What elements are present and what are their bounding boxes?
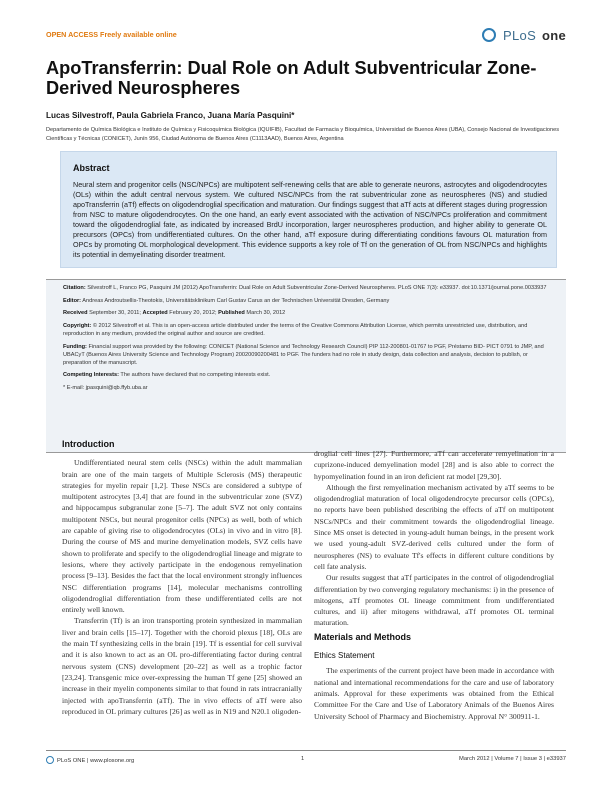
plos-logo-icon [46, 756, 54, 764]
open-access-badge [46, 30, 177, 39]
journal-logo [482, 28, 566, 43]
plos-logo-icon [482, 28, 496, 42]
funding-label: Funding: [63, 343, 87, 350]
citation-line [63, 285, 549, 293]
abstract-heading: Abstract [73, 163, 110, 173]
open-access-label: OPEN ACCESS Freely available online [46, 30, 177, 39]
received-date: September 30, 2011; [89, 310, 141, 317]
competing-label: Competing Interests: [63, 372, 119, 379]
body-column-right [314, 448, 554, 722]
funding-text: Financial support was provided by the following: CONICET (National Science and Technology Research Council) PIP 112-200801-01767 to PGF, Préstamo BID- PICT 0791 to JMP, and UBACyT (Buenos Aires University Science and Technology Program) 20020090200481 to PGF. The funders had no role in study design, data collection and analysis, decision to publish, or preparation of the manuscript. [63, 343, 544, 366]
published-date: March 30, 2012 [246, 310, 286, 317]
body-paragraph: The experiments of the current project have been made in accordance with national and international recommendations for the care and use of laboratory animals. Approval for these experiments was obtained from the Ethical Committee For the Care and Use of Laboratory Animals of the Buenos Aires University School of Pharmacy and Biochemistry. Approval N° 300911-1. [314, 666, 554, 721]
copyright-label: Copyright: [63, 323, 92, 330]
body-paragraph: Although the first remyelination mechanism activated by aTf seems to be oligodendroglial maturation of local oligodendrocyte precursor cells (OPCs), no reports have been published describing the effects of aTf on multipotent NSCs/NPCs and their commitment towards the oligodendroglial lineage. Since MS onset is detected in young-adult human beings, in the present work we used young-adult SVZ-derived cells cultured under the form of neurospheres (NS) to evaluate Tf's effects in different culture conditions by cell fate analysis. [314, 482, 554, 571]
page-number: 1 [301, 756, 305, 762]
citation-text: Silvestroff L, Franco PG, Pasquini JM (2012) ApoTransferrin: Dual Role on Adult Subventricular Zone-Derived Neurospheres. PLoS ONE 7(3): e33937. doi:10.1371/journal.pone.0033937 [87, 285, 547, 291]
article-title: ApoTransferrin: Dual Role on Adult Subventricular Zone-Derived Neurospheres [46, 58, 537, 98]
body-column-left [62, 436, 302, 717]
page-header [46, 28, 566, 50]
received-label: Received [63, 310, 88, 317]
methods-heading: Materials and Methods [314, 631, 412, 642]
article-authors: Lucas Silvestroff, Paula Gabriela Franco, Juana María Pasquini* [46, 111, 295, 120]
competing-text: The authors have declared that no competing interests exist. [120, 372, 271, 379]
editor-text: Andreas Androutsellis-Theotokis, Universitätsklinikum Carl Gustav Carus an der Technischen Universität Dresden, Germany [82, 297, 390, 304]
email-line [63, 385, 549, 393]
accepted-date: February 20, 2012; [169, 310, 217, 317]
dates-line [63, 310, 549, 318]
corresponding-email: * E-mail: jpasquini@qb.ffyb.uba.ar [63, 384, 148, 391]
body-paragraph: Our results suggest that aTf participates in the control of oligodendroglial differentiation by two converging regulatory mechanisms: i) in the presence of mitogens, aTf promotes OL lineage commitment from undifferentiated cultures, and ii) after mitogens withdrawal, aTf promotes OL terminal maturation. [314, 573, 554, 628]
published-label: Published [218, 310, 245, 317]
article-metadata [46, 279, 566, 453]
footer-journal [46, 756, 134, 764]
page-footer [46, 750, 566, 766]
funding-line [63, 344, 549, 368]
introduction-heading: Introduction [62, 439, 115, 449]
abstract-box [60, 151, 557, 268]
abstract-text: Neural stem and progenitor cells (NSC/NPCs) are multipotent self-renewing cells that are able to generate neurons, astrocytes and oligodendrocytes (OLs) within the adult central nervous system. We cultured NSC/NPCs from the rat subventricular zone as neurospheres (NS) and studied apoTransferrin (aTf) effects on oligodendroglial specification and maturation. Our findings suggest that aTf acts at different stages during progression from NSC to mature oligodendrocytes. On the one hand, an early event associated with the activation of NSC/NPCs proliferation and commitment toward the oligodendroglial fate, as indicated by increased BrdU incorporation, larger neurospheres production, and higher ability to generate OL precursors (OPCs) from undifferentiated cultures. On the other hand, aTf exposure during differentiating conditions favours OL maturation from OPCs by promoting OL morphological development. This evidence supports a key role of Tf on the generation of OL from NSC/NPCs and highlights its potential in demyelinating disorder treatment. [73, 180, 547, 259]
copyright-text: © 2012 Silvestroff et al. This is an open-access article distributed under the terms of the Creative Commons Attribution License, which permits unrestricted use, distribution, and reproduction in any medium, provided the original author and source are credited. [63, 323, 528, 338]
footer-issue: March 2012 | Volume 7 | Issue 3 | e33937 [459, 756, 566, 762]
body-paragraph: droglial cell lines [27]. Furthermore, aTf can accelerate remyelination in a cuprizone-induced demyelination model [28] and is also able to correct the hypomyelination found in an iron deficient rat model [29,30]. [314, 449, 554, 481]
body-paragraph: Undifferentiated neural stem cells (NSCs) within the adult mammalian brain are one of the main targets of Multiple Sclerosis (MS) therapeutic strategies for myelin repair [1,2]. These NSCs are considered a subtype of multipotent astrocytes [3,4] that are found in the subventricular zone (SVZ) and hippocampus subgranular zone [5–7]. The adult SVZ not only contains multipotent NSCs, but neural progenitor cells (NPCs) as well, both of which are capable of giving rise to oligodendrocytes (OLs) in vivo and in vitro [8]. During the course of MS and murine demyelination models, SVZ cells have shown to proliferate and specify to the oligodendroglial lineage and migrate to lesions, where they actively participate in the endogenous remyelination process [9–13]. Besides the fact that the local environment strongly influences NSC differentiation programs [14], molecular mechanisms controlling oligodendroglial differentiation from these undifferentiated cells are not entirely well known. [62, 458, 302, 615]
body-paragraph: Transferrin (Tf) is an iron transporting protein synthesized in mammalian liver and brain cells [15–17]. Together with the choroid plexus [18], OLs are the main Tf synthesizing cells in the brain [19]. Tf is essential for cell survival and it is also known to act as an OL pro-differentiating factor during central nervous system (CNS) development [20–22] as well as a trophic factor [23,24]. Transgenic mice over-expressing the human Tf gene [25] showed an increase in their myelin components similar to that found in rats intracranially injected with apoTransferrin (aTf). The in vivo effects of aTf were also reproduced in OL primary cultures [26] as well as in N19 and N20.1 oligoden- [62, 616, 302, 716]
citation-label: Citation: [63, 285, 86, 291]
copyright-line [63, 323, 549, 339]
footer-journal-text: PLoS ONE | www.plosone.org [57, 758, 135, 764]
editor-line [63, 298, 549, 306]
ethics-heading: Ethics Statement [314, 651, 375, 661]
journal-logo-one: one [541, 28, 566, 43]
competing-interests-line [63, 372, 549, 380]
accepted-label: Accepted [142, 310, 168, 317]
author-affiliation: Departamento de Química Biológica e Instituto de Química y Fisicoquímica Biológica (IQUIFIB), Facultad de Farmacia y Bioquímica, Universidad de Buenos Aires (UBA), Consejo Nacional de Investigaciones Científicas y Técnicas (CONICET), Junín 956, Ciudad Autónoma de Buenos Aires (C1113AAD), Buenos Aires, Argentina [46, 127, 559, 142]
editor-label: Editor: [63, 297, 82, 304]
journal-logo-plos: PLoS [503, 28, 537, 43]
